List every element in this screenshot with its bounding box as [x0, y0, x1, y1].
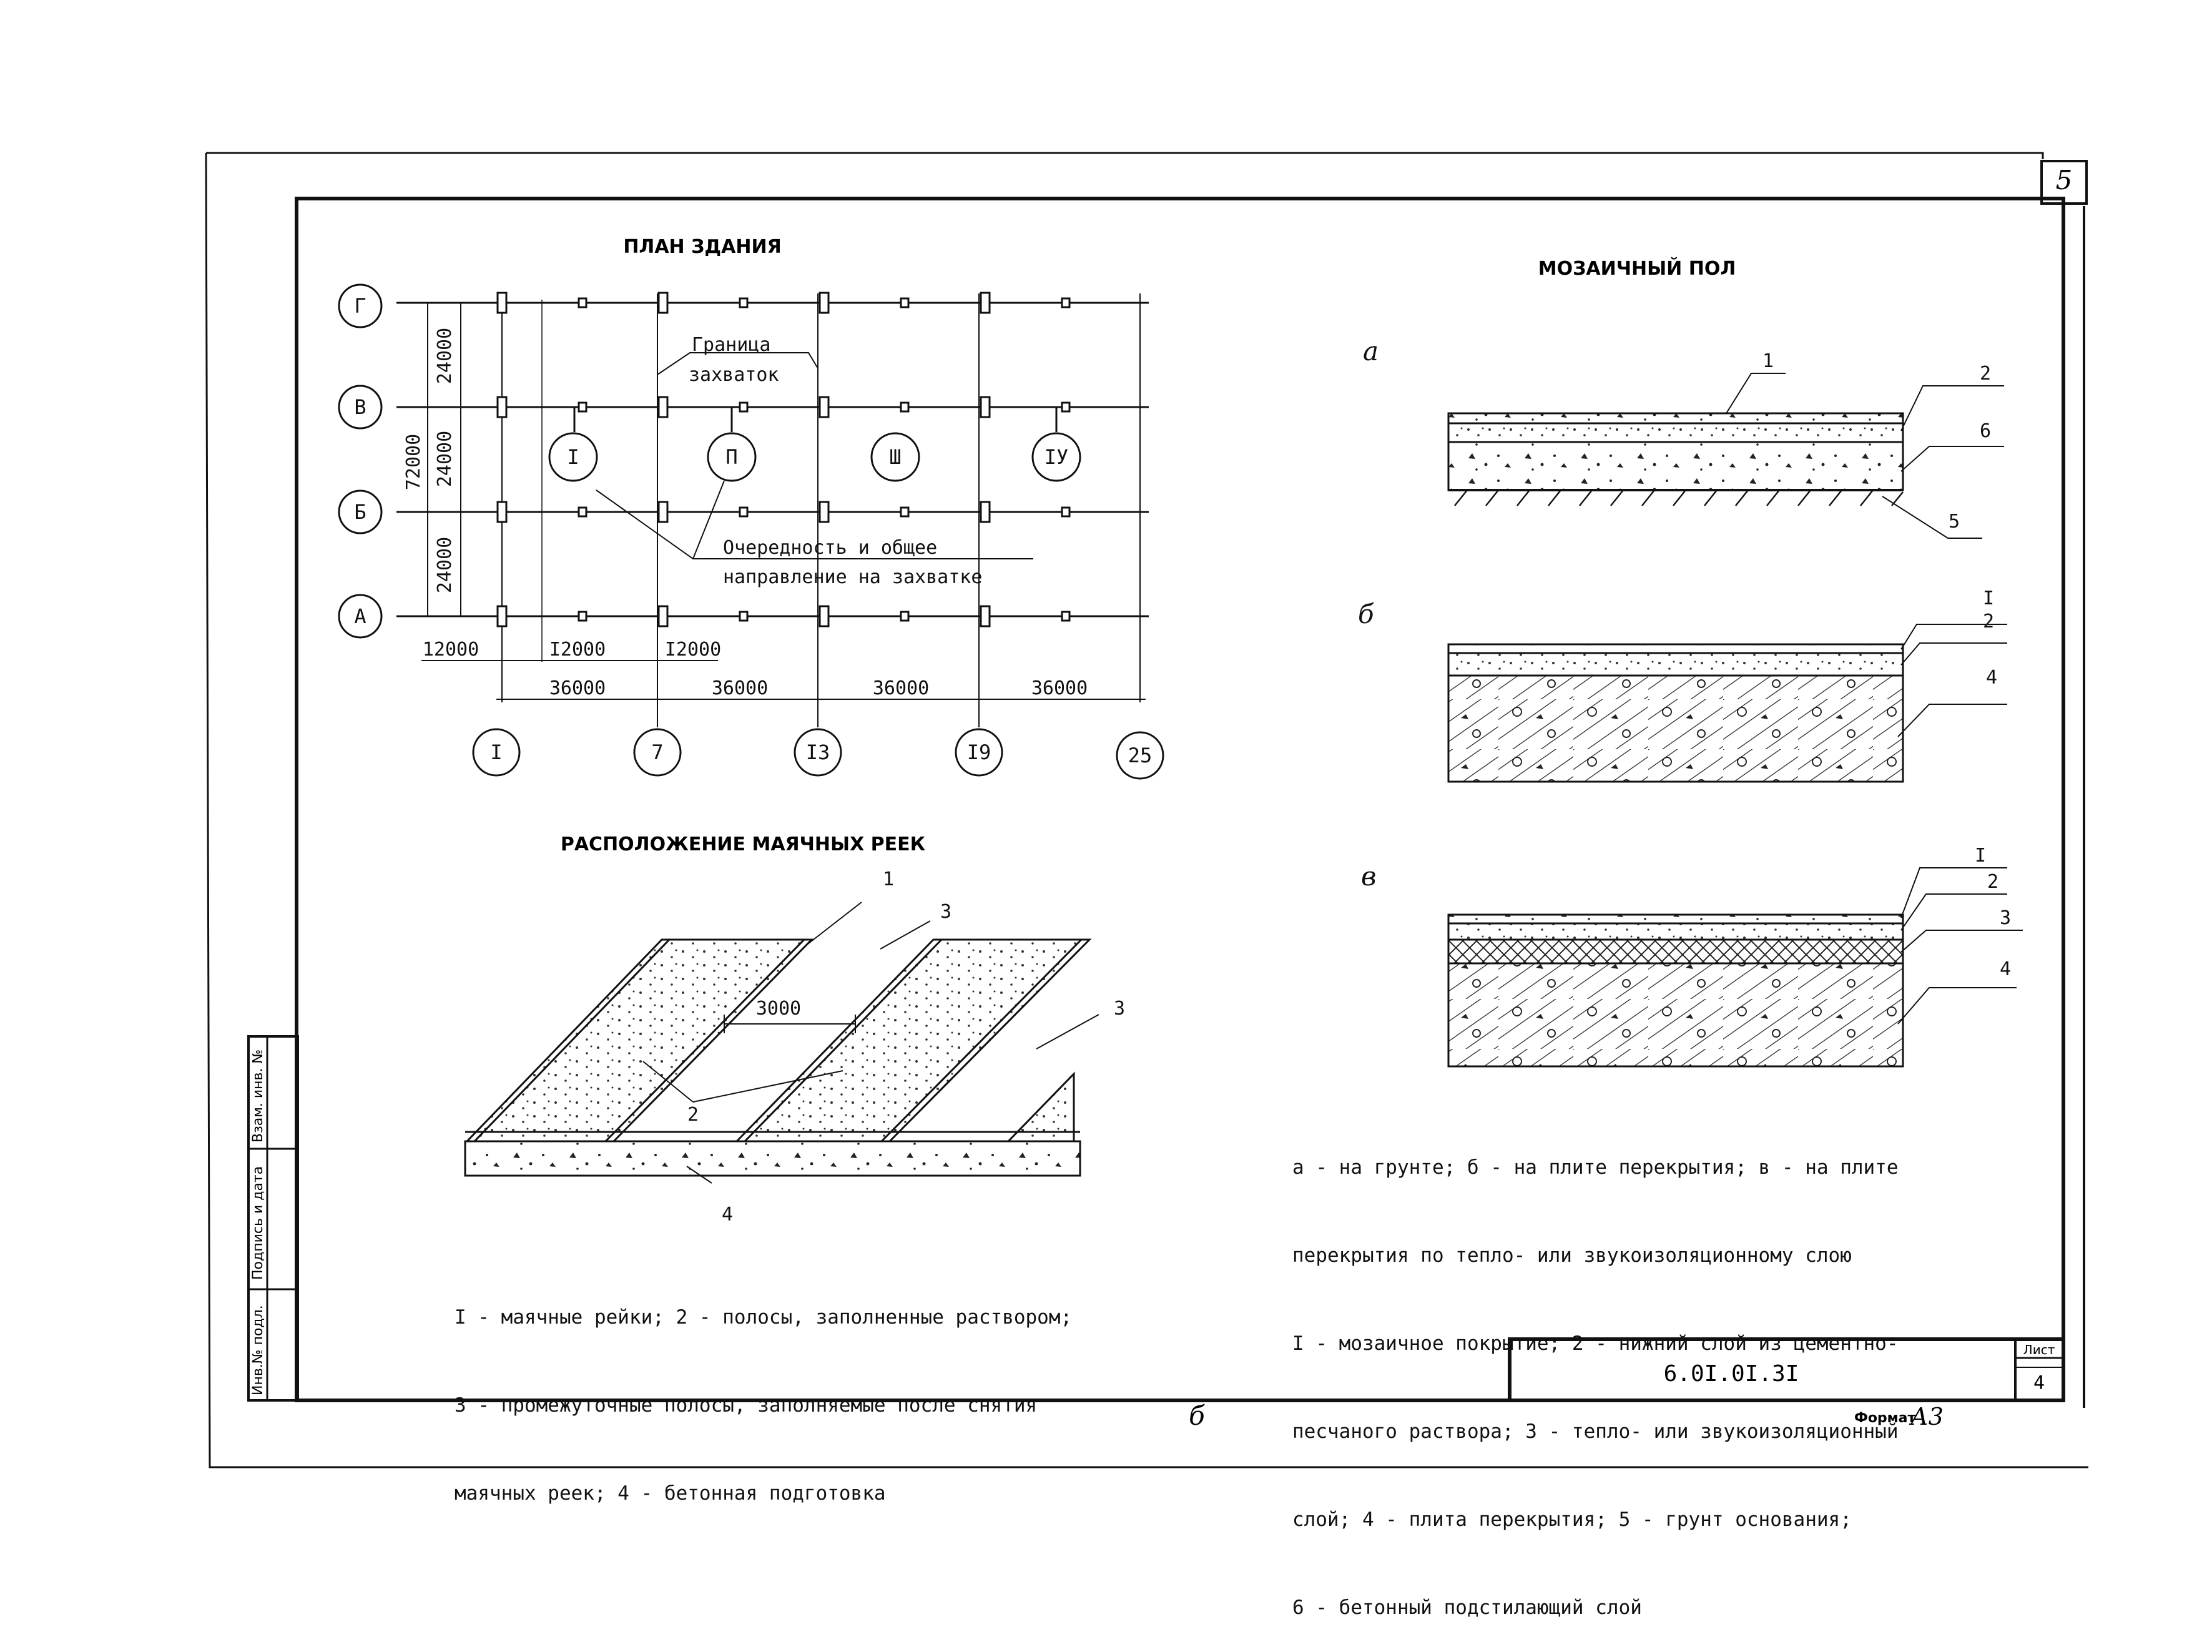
plan-title: ПЛАН ЗДАНИЯ [623, 236, 782, 258]
axis-label-G: Г [354, 294, 366, 318]
variant-letter-a: а [1363, 336, 1379, 366]
column [579, 508, 586, 516]
slats-legend-line: маячных реек; 4 - бетонная подготовка [455, 1482, 886, 1505]
column [740, 612, 747, 621]
column-major [820, 606, 828, 626]
mosaic-section-v [1448, 868, 2023, 1066]
b-callout-4: 4 [1985, 667, 1998, 689]
slats-callout-3a: 3 [940, 901, 952, 923]
zone-label-3: Ш [889, 445, 902, 469]
mosaic-legend-line: слой; 4 - плита перекрытия; 5 - грунт основания; [1292, 1508, 1852, 1531]
axis-label-25: 25 [1128, 744, 1153, 767]
side-stamp-replace: Взам. инв. № [250, 1049, 266, 1143]
bottom-dim-3: I2000 [664, 639, 722, 661]
mosaic-title: МОЗАИЧНЫЙ ПОЛ [1538, 258, 1736, 280]
axis-label-A: А [354, 604, 366, 628]
b-callout-2: 2 [1982, 611, 1995, 632]
sheet-bottom-mark: б [1189, 1400, 1205, 1431]
slats-callout-2: 2 [687, 1104, 699, 1126]
mosaic-legend-line: песчаного раствора; 3 - тепло- или звукоизоляционный [1292, 1420, 1899, 1443]
variant-letter-b: б [1358, 599, 1374, 629]
bottom-dim-1: 12000 [422, 639, 479, 661]
span-dim-1: 36000 [549, 677, 606, 699]
a-callout-2: 2 [1979, 363, 1992, 385]
column [1062, 612, 1069, 621]
row-dim-2: 24000 [434, 430, 456, 488]
column-major [981, 606, 990, 626]
span-dim-3: 36000 [872, 677, 930, 699]
axis-label-13: I3 [805, 740, 830, 764]
sheet-number: 4 [2033, 1372, 2045, 1394]
span-dim-2: 36000 [711, 677, 769, 699]
v-callout-3: 3 [1999, 907, 2012, 929]
mosaic-legend-line: I - мозаичное покрытие; 2 - нижний слой из цементно- [1292, 1332, 1899, 1355]
total-dim: 72000 [403, 433, 425, 491]
side-stamp-labels [250, 1050, 266, 1395]
mosaic-legend [1292, 1094, 1899, 1652]
column [740, 508, 747, 516]
column-major [498, 606, 506, 626]
column [1062, 298, 1069, 307]
plan-row-markers [339, 285, 381, 637]
column [901, 403, 908, 411]
plan-grid [396, 293, 1149, 727]
slats-callout-4: 4 [721, 1204, 734, 1226]
slats-callout-1: 1 [882, 868, 895, 890]
mosaic-legend-line: а - на грунте; б - на плите перекрытия; в - на плите [1292, 1156, 1899, 1179]
note-order-1: Очередность и общее [723, 537, 938, 559]
column [740, 298, 747, 307]
bottom-dim-2: I2000 [549, 639, 606, 661]
ground-ticks [1455, 490, 1903, 506]
v-callout-2: 2 [1987, 871, 1999, 893]
format-value: А3 [1910, 1403, 1944, 1430]
format-label: Формат [1854, 1410, 1916, 1426]
column-major [659, 293, 667, 313]
zone-label-4: IУ [1044, 445, 1069, 469]
column-major [981, 293, 990, 313]
row-dim-3: 24000 [434, 536, 456, 594]
note-order-2: направление на захватке [723, 566, 983, 588]
column [579, 298, 586, 307]
column-major [820, 502, 828, 522]
a-callout-5: 5 [1948, 511, 1960, 533]
axis-label-19: I9 [966, 740, 991, 764]
zone-label-1: I [567, 445, 579, 469]
column-major [820, 397, 828, 417]
axis-label-7: 7 [651, 740, 664, 764]
axis-label-1: I [490, 740, 503, 764]
slats-legend-line: 3 - промежуточные полосы, заполняемые после снятия [455, 1394, 1038, 1417]
column [579, 403, 586, 411]
side-stamp-inv: Инв.№ подл. [250, 1305, 266, 1395]
column [1062, 508, 1069, 516]
a-callout-1: 1 [1762, 350, 1774, 372]
column-major [498, 502, 506, 522]
note-boundary-1: Граница [692, 334, 771, 356]
column [579, 612, 586, 621]
slats-legend-line: I - маячные рейки; 2 - полосы, заполненные раствором; [455, 1306, 1073, 1329]
slats-drawing [465, 902, 1099, 1183]
axis-label-V: В [354, 395, 366, 419]
mosaic-section-b [1448, 624, 2007, 782]
column-major [981, 397, 990, 417]
column-major [659, 397, 667, 417]
slats-title: РАСПОЛОЖЕНИЕ МАЯЧНЫХ РЕЕК [560, 833, 926, 855]
column-major [498, 397, 506, 417]
column [740, 403, 747, 411]
a-callout-6: 6 [1979, 420, 1992, 442]
sheet-corner-number: 5 [2055, 165, 2073, 195]
column-major [820, 293, 828, 313]
side-stamp-sign: Подпись и дата [250, 1166, 266, 1280]
b-callout-1: I [1982, 588, 1995, 609]
column [901, 298, 908, 307]
column-major [981, 502, 990, 522]
axis-label-B: Б [354, 500, 366, 524]
plan-zone-markers [549, 407, 1080, 481]
column [1062, 403, 1069, 411]
mosaic-legend-line: 6 - бетонный подстилающий слой [1292, 1596, 1642, 1619]
mosaic-section-a [1448, 373, 2004, 538]
plan-leaders [596, 353, 1033, 559]
v-callout-1: I [1974, 845, 1987, 867]
row-dim-1: 24000 [434, 327, 456, 385]
v-callout-4: 4 [1999, 958, 2012, 980]
note-boundary-2: захваток [689, 364, 779, 386]
column [901, 612, 908, 621]
column-major [498, 293, 506, 313]
mosaic-legend-line: перекрытия по тепло- или звукоизоляционному слою [1292, 1244, 1852, 1267]
sheet-label: Лист [2023, 1342, 2055, 1357]
slats-dim: 3000 [755, 998, 802, 1020]
column [901, 508, 908, 516]
doc-code: 6.0I.0I.3I [1663, 1361, 1799, 1387]
span-dim-4: 36000 [1031, 677, 1088, 699]
column-major [659, 502, 667, 522]
variant-letter-v: в [1361, 861, 1377, 892]
zone-label-2: П [725, 445, 738, 469]
column-major [659, 606, 667, 626]
slats-legend [455, 1244, 1072, 1538]
slats-callout-3b: 3 [1113, 998, 1126, 1020]
